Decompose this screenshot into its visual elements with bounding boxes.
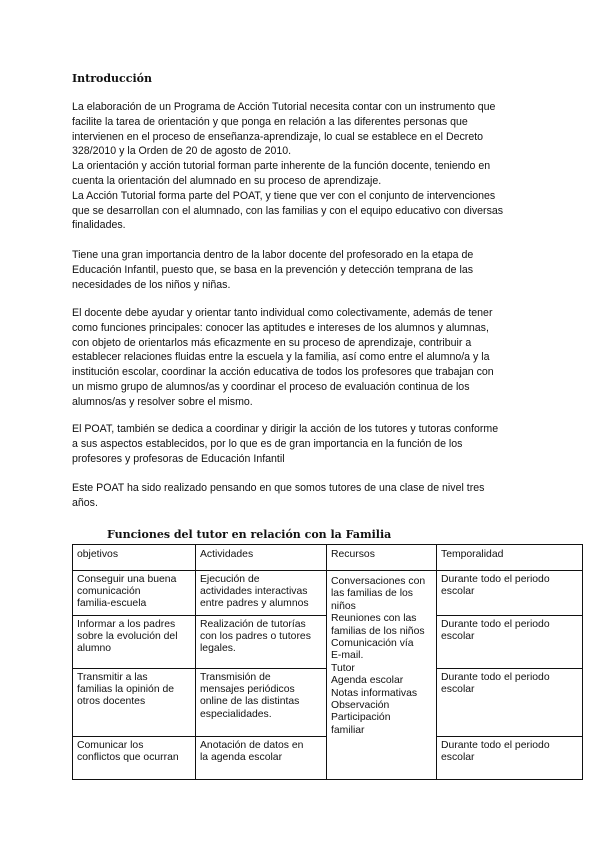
text-line: Este POAT ha sido realizado pensando en que somos tutores de una clase de nivel tres [72,482,485,494]
text-line: La orientación y acción tutorial forman parte inherente de la función docente, teniendo en [72,160,491,173]
temporalidad-cell [437,737,583,780]
cell-line: entre padres y alumnos [200,598,309,610]
actividad-cell [196,737,327,780]
header-cell: Recursos [327,545,437,571]
cell-line: especialidades. [200,708,272,720]
text-line: facilite la tarea de orientación y que ponga en relación a las diferentes personas que [72,115,468,128]
text-line: cuenta la orientación del alumnado en su proceso de aprendizaje. [72,174,382,187]
table-header-row [73,545,583,571]
paragraph-4 [72,422,532,466]
cell-line: con los padres o tutores [200,631,311,643]
cell-line: escolar [441,684,475,696]
cell-line: la agenda escolar [200,752,283,764]
text-line: necesidades de los niños y niñas. [72,278,231,291]
header-cell: Actividades [196,545,327,571]
section-heading: Introducción [72,72,152,85]
recursos-cell [327,571,437,780]
actividad-cell [196,616,327,669]
cell-line: comunicación [77,586,141,598]
text-line: establecer relaciones fluidas entre la escuela y la familia, así como entre el alumno/a y la [72,351,490,364]
text-line: 328/2010 y la Orden de 20 de agosto de 2010. [72,145,292,158]
cell-line: Realización de tutorías [200,619,306,630]
cell-line: alumno [77,643,112,655]
paragraph-3 [72,306,532,410]
cell-line: Durante todo el periodo [441,619,550,630]
cell-line: escolar [441,752,475,764]
cell-line: Notas informativas [331,687,418,699]
cell-line: Durante todo el periodo [441,672,550,683]
text-line: años. [72,496,98,509]
cell-line: Ejecución de [200,574,260,585]
table-row [73,571,583,616]
cell-line: legales. [200,643,236,655]
cell-line: Reuniones con las [331,613,417,625]
cell-line: Informar a los padres [77,619,176,630]
objetivo-cell [73,571,196,616]
cell-line: familiar [331,724,365,736]
text-line: Educación Infantil, puesto que, se basa en la prevención y detección temprana de las [72,263,474,276]
cell-line: escolar [441,631,475,643]
temporalidad-cell [437,669,583,737]
table-caption: Funciones del tutor en relación con la Familia [107,528,392,541]
cell-line: Participación [331,712,391,724]
cell-line: Agenda escolar [331,675,404,687]
text-line: un mismo grupo de alumnos/as y coordinar el proceso de evaluación continua de los [72,380,470,393]
actividad-cell [196,669,327,737]
header-cell: Temporalidad [437,545,583,571]
cell-line: escolar [441,586,475,598]
cell-line: mensajes periódicos [200,684,295,696]
cell-line: actividades interactivas [200,586,308,598]
cell-line: Comunicar los [77,740,144,751]
text-line: intervienen en el proceso de enseñanza-aprendizaje, lo cual se establece en el Decreto [72,130,484,143]
paragraph-5 [72,481,532,511]
cell-line: E-mail. [331,650,364,662]
cell-line: Conseguir una buena [77,574,177,585]
cell-line: Anotación de datos en [200,740,304,751]
cell-line: familias la opinión de [77,684,175,696]
text-line: El POAT, también se dedica a coordinar y dirigir la acción de los tutores y tutoras conforme [72,423,499,435]
text-line: que se desarrollan con el alumnado, con las familias y con el equipo educativo con diversas [72,204,504,217]
cell-line: familias de los niños [331,625,425,637]
cell-line: conflictos que ocurran [77,752,179,764]
text-line: institución escolar, coordinar la acción educativa de todos los profesores que trabajan con [72,366,494,379]
cell-line: Observación [331,700,390,712]
cell-line: sobre la evolución del [77,631,178,643]
text-line: finalidades. [72,219,126,232]
cell-line: Transmisión de [200,672,271,683]
text-line: Tiene una gran importancia dentro de la labor docente del profesorado en la etapa de [72,249,474,261]
text-line: alumnos/as y resolver sobre el mismo. [72,395,253,408]
text-line: El docente debe ayudar y orientar tanto individual como colectivamente, además de tener [72,307,493,319]
temporalidad-cell [437,571,583,616]
paragraph-1 [72,100,532,233]
cell-line: Transmitir a las [77,672,148,683]
cell-line: Durante todo el periodo [441,574,550,585]
cell-line: Comunicación vía [331,638,414,650]
paragraph-2 [72,248,532,292]
text-line: profesores y profesoras de Educación Infantil [72,452,285,465]
text-line: con objeto de orientarlos más eficazmente en su proceso de aprendizaje, contribuir a [72,336,472,349]
text-line: La Acción Tutorial forma parte del POAT, y tiene que ver con el conjunto de intervenciones [72,189,496,202]
cell-line: online de las distintas [200,696,300,708]
family-functions-table [72,544,583,780]
cell-line: Conversaciones con [331,576,426,587]
header-cell: objetivos [73,545,196,571]
text-line: La elaboración de un Programa de Acción Tutorial necesita contar con un instrumento que [72,101,496,113]
cell-line: las familias de los [331,588,414,600]
cell-line: Tutor [331,662,355,674]
objetivo-cell [73,616,196,669]
text-line: a sus aspectos establecidos, por lo que es de gran importancia en la función de los [72,437,463,450]
cell-line: otros docentes [77,696,146,708]
cell-line: niños [331,600,356,612]
actividad-cell [196,571,327,616]
cell-line: familia-escuela [77,598,147,610]
temporalidad-cell [437,616,583,669]
objetivo-cell [73,737,196,780]
cell-line: Durante todo el periodo [441,740,550,751]
objetivo-cell [73,669,196,737]
text-line: como funciones principales: conocer las aptitudes e intereses de los alumnos y alumnas, [72,321,489,334]
